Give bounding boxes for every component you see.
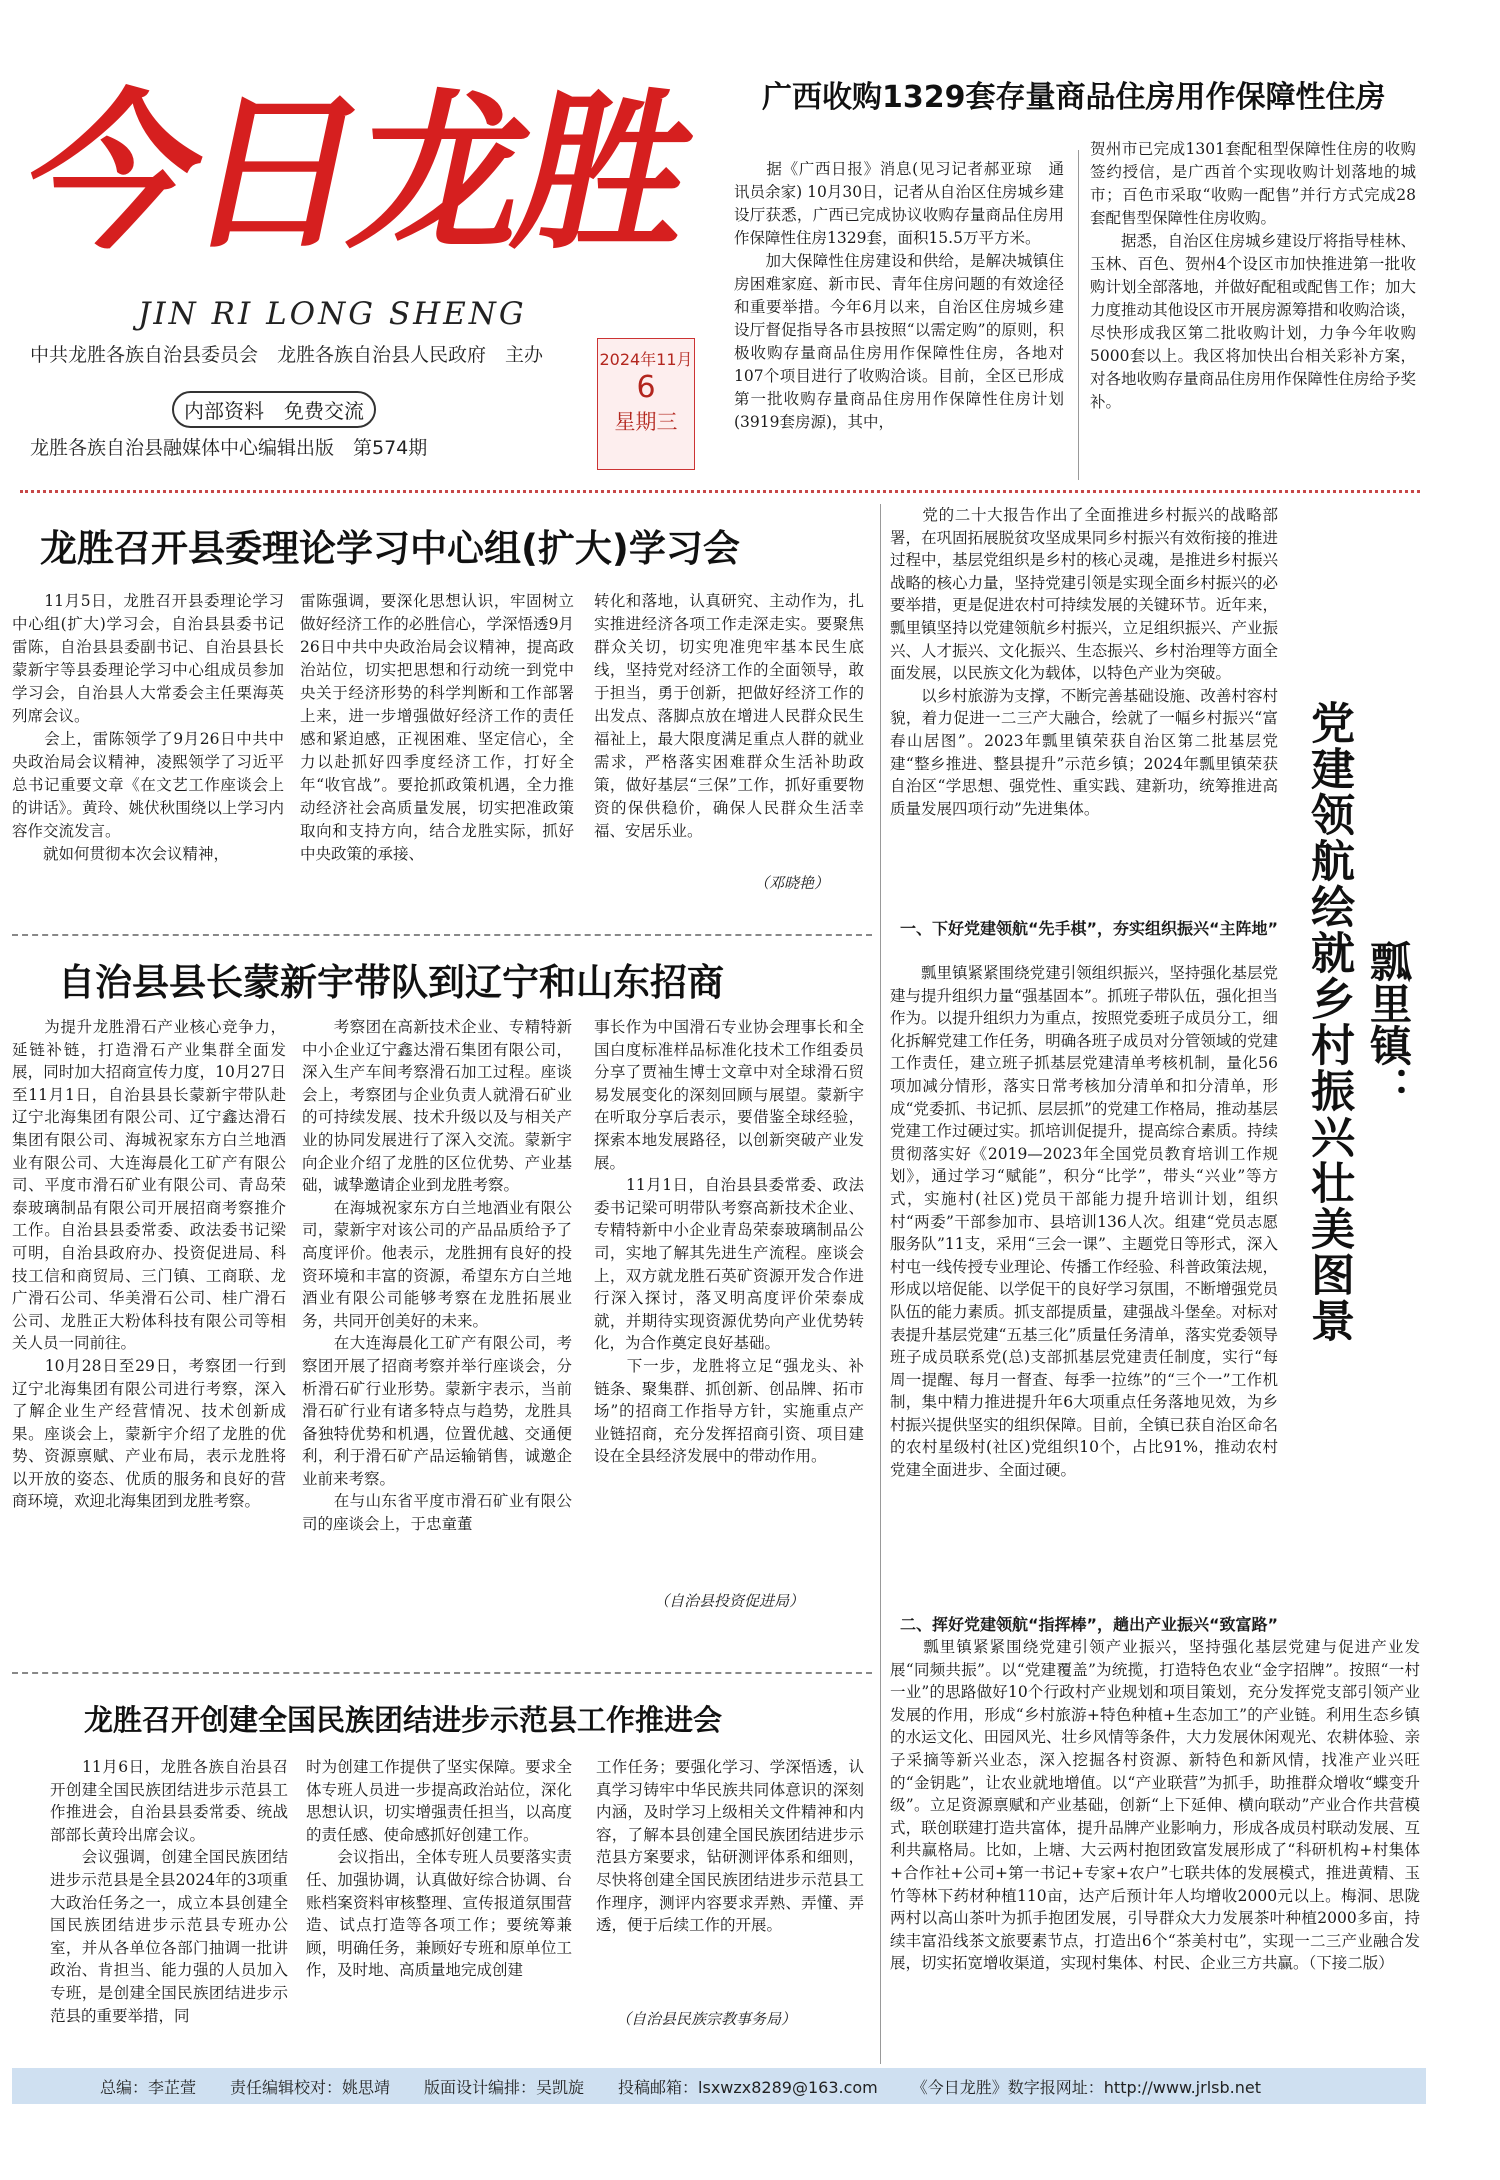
footer-email: 投稿邮箱：lsxwzx8289@163.com	[618, 2077, 878, 2097]
feature-section1-body: 瓢里镇紧紧围绕党建引领组织振兴，坚持强化基层党建与提升组织力量“强基固本”。抓班子带队伍，强化担当作为。以提升组织力为重点，按照党委班子成员分工，细化拆解党建工作任务，明确各班子成员对分管领域的党建工作责任，建立班子抓基层党建清单考核机制，量化56项加减分情形，落实日常考核加分清单和扣分清单，形成“党委抓、书记抓、层层抓”的党建工作格局，推动基层党建工作过硬过实。抓培训促提升，提高综合素质。持续贯彻落实好《2019—2023年全国党员教育培训工作规划》，通过学习“赋能”，积分“比学”，带头“兴业”等方式，实施村(社区)党员干部能力提升培训计划，组织村“两委”干部参加市、县培训136人次。组建“党员志愿服务队”11支，采用“三会一课”、主题党日等形式，深入村屯一线传授专业理论、传播工作经验、科普政策法规，形成以培促能、以学促干的良好学习氛围，不断增强党员队伍的能力素质。抓支部提质量，建强战斗堡垒。对标对表提升基层党建“五基三化”质量任务清单，落实党委领导班子成员联系党(总)支部抓基层党建责任制度，实行“每周一提醒、每月一督查、每季一拉练”的“三个一”工作机制，集中精力推进提升年6大项重点任务落地见效，为乡村振兴提供坚实的组织保障。目前，全镇已获自治区命名的农村星级村(社区)党组织10个，占比91%，推动农村党建全面进步、全面过硬。	[890, 964, 1278, 1480]
section-divider-dotted	[20, 490, 1420, 493]
masthead-badge: 内部资料 免费交流	[172, 391, 376, 428]
top-story-col2: 贺州市已完成1301套配租型保障性住房的收购签约授信，是广西首个实现收购计划落地的城市；百色市采取“收购一配售”并行方式完成28套配售型保障性住房收购。 据悉，自治区住房城乡建设厅将指导桂林、玉林、百色、贺州4个设区市加快推进第一批收购计划全部落地，并做好配租或配售工作；加大力度推动其他设区市开展房源筹措和收购洽谈，尽快形成我区第二批收购计划，力争今年收购5000套以上。我区将加快出台相关彩补方案，对各地收购存量商品住房用作保障性住房给予奖补。	[1090, 140, 1416, 411]
feature-section2-title: 二、挥好党建领航“指挥棒”，趟出产业振兴“致富路”	[900, 1615, 1279, 1634]
article3-col1: 11月6日，龙胜各族自治县召开创建全国民族团结进步示范县工作推进会，自治县县委常委、统战部部长黄玲出席会议。 会议强调，创建全国民族团结进步示范县是全县2024年的3项重大政治任务之一，成立本县创建全国民族团结进步示范县专班办公室，并从各单位各部门抽调一批讲政治、肯担当、能力强的人员加入专班，是创建全国民族团结进步示范县的重要举措，同	[50, 1758, 288, 2025]
footer-layout-editor: 版面设计编排：吴凯旋	[424, 2077, 585, 2097]
article1-col3: 转化和落地，认真研究、主动作为，扎实推进经济各项工作走深走实。要聚焦群众关切，切实兜准兜牢基本民生底线，坚持党对经济工作的全面领导，敢于担当，勇于创新，把做好经济工作的出发点、落脚点放在增进人民群众民生福祉上，最大限度满足重点人群的就业需求，严格落实困难群众生活补助政策，做好基层“三保”工作，抓好重要物资的保供稳价，确保人民群众生活幸福、安居乐业。	[594, 592, 864, 840]
article3-title: 龙胜召开创建全国民族团结进步示范县工作推进会	[84, 1703, 723, 1737]
masthead-sponsors: 中共龙胜各族自治县委员会 龙胜各族自治县人民政府 主办	[30, 344, 544, 366]
article1-col1: 11月5日，龙胜召开县委理论学习中心组(扩大)学习会，自治县县委书记雷陈，自治县县委副书记、自治县县长蒙新宇等县委理论学习中心组成员参加学习会，自治县人大常委会主任栗海英列席会议。 会上，雷陈领学了9月26日中共中央政治局会议精神，凌熙领学了习近平总书记重要文章《在文艺工作座谈会上的讲话》。黄玲、姚伏秋围绕以上学习内容作交流发言。 就如何贯彻本次会议精神，	[12, 592, 284, 863]
footer-chief-editor: 总编：李芷萱	[100, 2077, 197, 2097]
feature-section2-body: 瓢里镇紧紧围绕党建引领产业振兴，坚持强化基层党建与促进产业发展“同频共振”。以“党建覆盖”为统揽，打造特色农业“金字招牌”。按照“一村一业”的思路做好10个行政村产业规划和项目策划，充分发挥党支部引领产业发展的作用，形成“乡村旅游+特色种植+生态加工”的产业链。利用生态乡镇的水运文化、田园风光、壮乡风情等条件，大力发展休闲观光、农耕体验、亲子采摘等新兴业态，深入挖掘各村资源、新特色和新风情，找准产业兴旺的“金钥匙”，让农业就地增值。以“产业联营”为抓手，助推群众增收“蝶变升级”。立足资源禀赋和产业基础，创新“上下延伸、横向联动”产业合作共营模式，联创联建打造共富体，提升品牌产业影响力，形成各成员村联动发展、互利共赢格局。比如，上塘、大云两村抱团致富发展形成了“科研机构+村集体+合作社+公司+第一书记+专家+农户”七联共体的发展模式，推进黄精、玉竹等林下药材种植110亩，达产后预计年人均增收2000元以上。梅洞、思陇两村以高山茶叶为抓手抱团发展，引导群众大力发展茶叶种植2000多亩，持续丰富沿线茶文旅要素节点，打造出6个“茶美村屯”，实现一二三产业融合发展，切实拓宽增收渠道，实现村集体、村民、企业三方共赢。（下接二版）	[890, 1638, 1420, 1973]
masthead-logo: 今日龙胜	[8, 73, 708, 273]
top-story-divider	[1078, 150, 1079, 480]
article2-col3: 事长作为中国滑石专业协会理事长和全国白度标准样品标准化技术工作组委员分享了贾袖生博士文章中对全球滑石贸易发展变化的深刻回顾与展望。蒙新宇在听取分享后表示，要借鉴全球经验，探索本地发展路径，以创新突破产业发展。 11月1日，自治县县委常委、政法委书记梁可明带队考察高新技术企业、专精特新中小企业青岛荣泰玻璃制品公司，实地了解其先进生产流程。座谈会上，双方就龙胜石英矿资源开发合作进行深入探讨，落叉明高度评价荣泰成就，并期待实现资源优势向产业优势转化，为合作奠定良好基础。 下一步，龙胜将立足“强龙头、补链条、聚集群、抓创新、创品牌、拓市场”的招商工作指导方针，实施重点产业链招商，充分发挥招商引资、项目建设在全县经济发展中的带动作用。	[594, 1018, 864, 1466]
footer-duty-editor: 责任编辑校对：姚思靖	[230, 2077, 391, 2097]
article3-col3: 工作任务；要强化学习、学深悟透，认真学习铸牢中华民族共同体意识的深刻内涵，及时学习上级相关文件精神和内容，了解本县创建全国民族团结进步示范县方案要求，钻研测评体系和细则，尽快将创建全国民族团结进步示范县工作理序，测评内容要求弄熟、弄懂、弄透，便于后续工作的开展。	[596, 1758, 864, 1935]
article-divider	[12, 1672, 872, 1674]
date-weekday: 星期三	[614, 410, 678, 434]
feature-kicker: 瓢里镇：	[1364, 940, 1413, 1108]
article2-source: （自治县投资促进局）	[654, 1592, 805, 1610]
article2-title: 自治县县长蒙新宇带队到辽宁和山东招商	[58, 961, 724, 1004]
feature-title: 党建领航绘就乡村振兴壮美图景	[1303, 700, 1354, 1344]
date-year-month: 2024年11月	[599, 350, 693, 369]
footer-website: 《今日龙胜》数字报网址：http://www.jrlsb.net	[911, 2077, 1261, 2097]
date-box	[597, 338, 695, 470]
feature-divider	[880, 504, 881, 2064]
article1-col2: 雷陈强调，要深化思想认识，牢固树立做好经济工作的必胜信心，学深悟透9月26日中共中央政治局会议精神，提高政治站位，切实把思想和行动统一到党中央关于经济形势的科学判断和工作部署上来，进一步增强做好经济工作的责任感和紧迫感，正视困难、坚定信心，全力以赴抓好四季度经济工作，打好全年“收官战”。要抢抓政策机遇，全力推动经济社会高质量发展，切实把准政策取向和支持方向，结合龙胜实际，抓好中央政策的承接、	[300, 592, 574, 863]
top-story-col1: 据《广西日报》消息(见习记者郝亚琼 通讯员余家) 10月30日，记者从自治区住房城乡建设厅获悉，广西已完成协议收购存量商品住房用作保障性住房1329套，面积15.5万平方米。 加大保障性住房建设和供给，是解决城镇住房困难家庭、新市民、青年住房问题的有效途径和重要举措。今年6月以来，自治区住房城乡建设厅督促指导各市县按照“以需定购”的原则，积极收购存量商品住房用作保障性住房，各地对107个项目进行了收购洽谈。目前，全区已形成第一批收购存量商品住房用作保障性住房计划(3919套房源)，其中，	[734, 160, 1064, 431]
masthead-publisher: 龙胜各族自治县融媒体中心编辑出版 第574期	[30, 437, 428, 459]
article3-source: （自治县民族宗教事务局）	[616, 2010, 797, 2028]
article3-col2: 时为创建工作提供了坚实保障。要求全体专班人员进一步提高政治站位，深化思想认识，切实增强责任担当，以高度的责任感、使命感抓好创建工作。 会议指出，全体专班人员要落实责任、加强协调，认真做好综合协调、台账档案资料审核整理、宣传报道氛围营造、试点打造等各项工作；要统筹兼顾，明确任务，兼顾好专班和原单位工作，及时地、高质量地完成创建	[306, 1758, 572, 1980]
page-footer	[12, 2068, 1426, 2104]
article-divider	[12, 934, 872, 936]
masthead-pinyin: JIN RI LONG SHENG	[138, 296, 527, 332]
article2-col2: 考察团在高新技术企业、专精特新中小企业辽宁鑫达滑石集团有限公司，深入生产车间考察滑石加工过程。座谈会上，考察团与企业负责人就滑石矿业的可持续发展、技术升级以及与相关产业的协同发展进行了深入交流。蒙新宇向企业介绍了龙胜的区位优势、产业基础，诚挚邀请企业到龙胜考察。 在海城祝家东方白兰地酒业有限公司，蒙新宇对该公司的产品品质给予了高度评价。他表示，龙胜拥有良好的投资环境和丰富的资源，希望东方白兰地酒业有限公司能够考察在龙胜拓展业务，共同开创美好的未来。 在大连海晨化工矿产有限公司，考察团开展了招商考察并举行座谈会，分析滑石矿行业形势。蒙新宇表示，当前滑石矿行业有诸多特点与趋势，龙胜具备独特优势和机遇，位置优越、交通便利，利于滑石矿产品运输销售，诚邀企业前来考察。 在与山东省平度市滑石矿业有限公司的座谈会上，于忠童董	[302, 1018, 572, 1534]
date-day: 6	[636, 370, 656, 405]
top-story-title: 广西收购1329套存量商品住房用作保障性住房	[762, 80, 1386, 115]
feature-section1-title: 一、下好党建领航“先手棋”，夯实组织振兴“主阵地”	[900, 919, 1279, 938]
feature-intro: 党的二十大报告作出了全面推进乡村振兴的战略部署，在巩固拓展脱贫攻坚成果同乡村振兴有效衔接的推进过程中，基层党组织是乡村的核心灵魂，是推进乡村振兴战略的核心力量，坚持党建引领是实现全面乡村振兴的必要举措，更是促进农村可持续发展的关键环节。近年来，瓢里镇坚持以党建领航乡村振兴，立足组织振兴、产业振兴、人才振兴、文化振兴、生态振兴、乡村治理等方面全面发展，以民族文化为载体，以特色产业为突破。 以乡村旅游为支撑，不断完善基础设施、改善村容村貌，着力促进一二三产大融合，绘就了一幅乡村振兴“富春山居图”。2023年瓢里镇荣获自治区第二批基层党建“整乡推进、整县提升”示范乡镇；2024年瓢里镇荣获自治区“学思想、强党性、重实践、建新功，统筹推进高质量发展四项行动”先进集体。	[890, 506, 1278, 818]
article1-source: （邓晓艳）	[754, 874, 830, 892]
article1-title: 龙胜召开县委理论学习中心组(扩大)学习会	[40, 527, 740, 570]
article2-col1: 为提升龙胜滑石产业核心竞争力，延链补链，打造滑石产业集群全面发展，同时加大招商宣传力度，10月27日至11月1日，自治县县长蒙新宇带队赴辽宁北海集团有限公司、辽宁鑫达滑石集团有限公司、海城祝家东方白兰地酒业有限公司、大连海晨化工矿产有限公司、平度市滑石矿业有限公司、青岛荣泰玻璃制品有限公司开展招商考察推介工作。自治县县委常委、政法委书记梁可明，自治县政府办、投资促进局、科技工信和商贸局、三门镇、工商联、龙广滑石公司、华美滑石公司、桂广滑石公司、龙胜正大粉体科技有限公司等相关人员一同前往。 10月28日至29日，考察团一行到辽宁北海集团有限公司进行考察，深入了解企业生产经营情况、技术创新成果。座谈会上，蒙新宇介绍了龙胜的优势、资源禀赋、产业布局，表示龙胜将以开放的姿态、优质的服务和良好的营商环境，欢迎北海集团到龙胜考察。	[12, 1018, 286, 1511]
